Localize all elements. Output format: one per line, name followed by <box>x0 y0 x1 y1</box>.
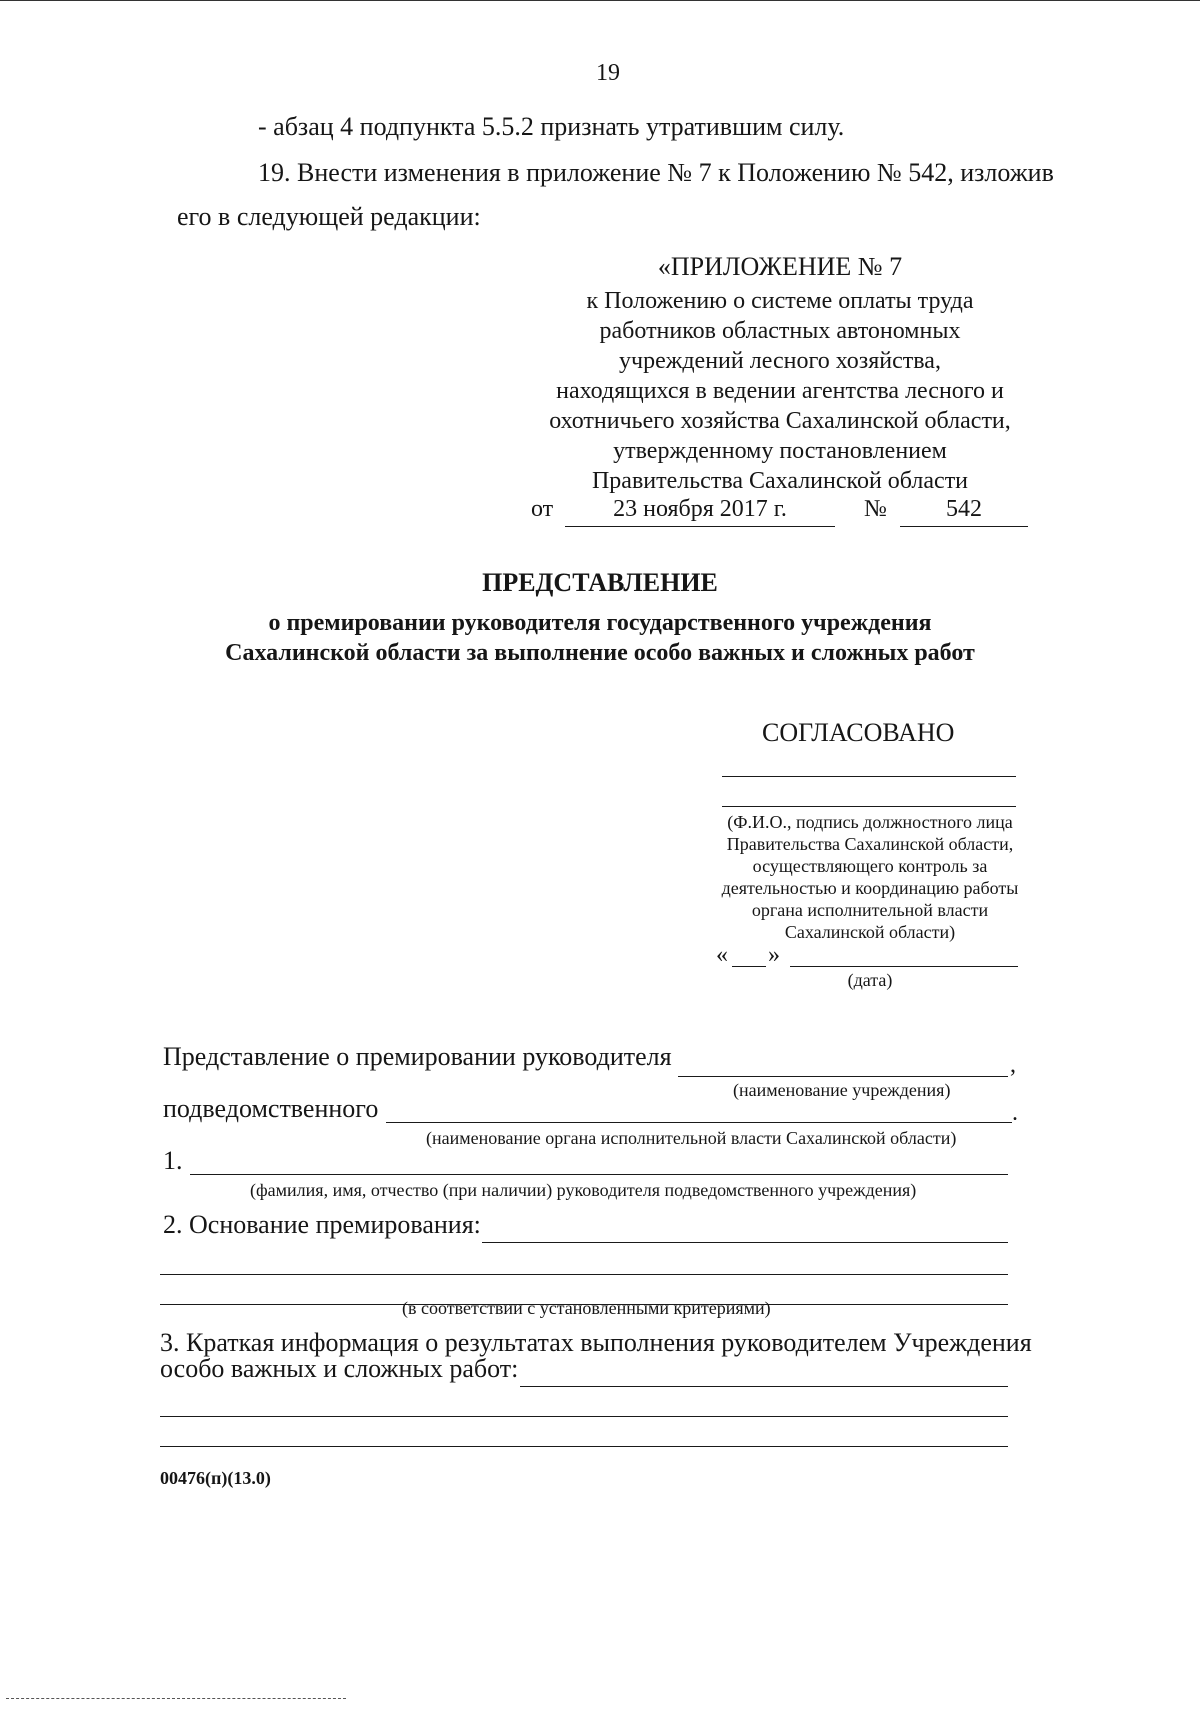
authority-caption: (наименование органа исполнительной власти Сахалинской области) <box>426 1128 957 1148</box>
approval-quote-close: » <box>768 942 780 968</box>
approval-caption-line: осуществляющего контроль за <box>752 856 988 876</box>
authority-field[interactable] <box>386 1122 1012 1123</box>
approval-caption-line: (Ф.И.О., подпись должностного лица <box>727 812 1013 832</box>
institution-comma: , <box>1010 1052 1016 1078</box>
item-3-line-1: 3. Краткая информация о результатах выполнения руководителем Учреждения <box>160 1328 1032 1357</box>
appendix-number: 542 <box>946 496 982 522</box>
item-3-line-2: особо важных и сложных работ: <box>160 1354 519 1383</box>
item-1-label: 1. <box>163 1146 183 1175</box>
form-intro-label: Представление о премировании руководителя <box>163 1042 672 1071</box>
item-2-caption: (в соответствии с установленными критериями) <box>402 1298 771 1318</box>
appendix-number-label: № <box>864 496 887 522</box>
approval-title: СОГЛАСОВАНО <box>762 718 955 747</box>
appendix-line: утвержденному постановлением <box>613 438 947 464</box>
appendix-number-line <box>900 526 1028 527</box>
institution-field[interactable] <box>678 1076 1008 1077</box>
approval-caption-line: деятельностью и координацию работы <box>721 878 1019 898</box>
appendix-line: учреждений лесного хозяйства, <box>619 348 941 374</box>
approval-quote-open: « <box>716 942 728 968</box>
appendix-from-label: от <box>531 496 554 522</box>
intro-line-2: 19. Внести изменения в приложение № 7 к Положению № 542, изложив <box>258 158 1054 187</box>
leader-name-field[interactable] <box>190 1174 1008 1175</box>
results-field-line-3[interactable] <box>160 1446 1008 1447</box>
results-field-line-2[interactable] <box>160 1416 1008 1417</box>
page-number: 19 <box>596 60 620 86</box>
approval-signature-line[interactable] <box>722 776 1016 777</box>
appendix-line: охотничьего хозяйства Сахалинской области, <box>549 408 1011 434</box>
item-2-label: 2. Основание премирования: <box>163 1210 481 1239</box>
basis-field-line-2[interactable] <box>160 1274 1008 1275</box>
appendix-title: «ПРИЛОЖЕНИЕ № 7 <box>657 252 903 281</box>
doc-subtitle-line: Сахалинской области за выполнение особо важных и сложных работ <box>225 640 975 666</box>
footer-code: 00476(п)(13.0) <box>160 1468 271 1488</box>
authority-dot: . <box>1012 1100 1018 1126</box>
appendix-date-line <box>565 526 835 527</box>
approval-caption-line: органа исполнительной власти <box>751 900 989 920</box>
approval-name-line[interactable] <box>722 806 1016 807</box>
appendix-line: работников областных автономных <box>599 318 961 344</box>
appendix-date: 23 ноября 2017 г. <box>613 496 787 522</box>
approval-day-field[interactable] <box>732 966 766 967</box>
appendix-line: находящихся в ведении агентства лесного и <box>556 378 1004 404</box>
approval-date-field[interactable] <box>790 966 1018 967</box>
item-1-caption: (фамилия, имя, отчество (при наличии) руководителя подведомственного учреждения) <box>250 1180 917 1200</box>
appendix-line: Правительства Сахалинской области <box>591 468 969 494</box>
doc-subtitle-line: о премировании руководителя государственного учреждения <box>268 610 932 636</box>
approval-caption-line: Правительства Сахалинской области, <box>726 834 1014 854</box>
doc-title: ПРЕДСТАВЛЕНИЕ <box>482 568 718 597</box>
results-field-line-1[interactable] <box>520 1386 1008 1387</box>
intro-line-3: его в следующей редакции: <box>177 202 481 231</box>
scan-top-edge <box>0 0 1200 1</box>
form-subordinate-label: подведомственного <box>163 1094 379 1123</box>
appendix-line: к Положению о системе оплаты труда <box>586 288 974 314</box>
approval-date-caption: (дата) <box>847 970 893 990</box>
approval-caption-line: Сахалинской области) <box>784 922 956 942</box>
scan-bottom-noise <box>6 1698 346 1699</box>
institution-caption: (наименование учреждения) <box>733 1080 951 1100</box>
basis-field-line-1[interactable] <box>482 1242 1008 1243</box>
intro-line-1: - абзац 4 подпункта 5.5.2 признать утратившим силу. <box>258 112 845 141</box>
